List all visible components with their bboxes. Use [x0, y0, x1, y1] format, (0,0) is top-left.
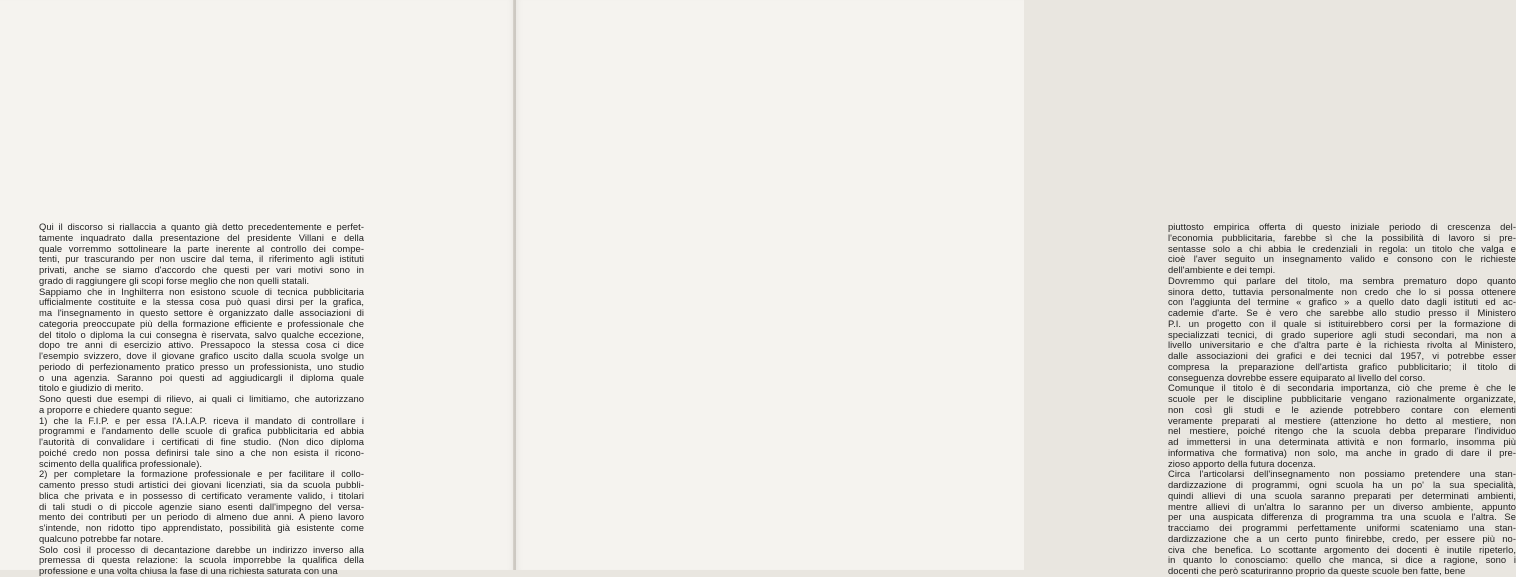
text-line: categoria preoccupate più della formazione efficiente e professionale che: [39, 317, 364, 329]
text-line: titolo e giudizio di merito.: [39, 382, 144, 394]
text-line: l'autorità di convalidare i certificati di fine studio. (Non dico diploma: [39, 436, 364, 447]
text-line: sinora detto, tuttavia personalmente non credo che lo si possa ottenere: [1168, 285, 1516, 297]
text-line: o una agenzia. Saranno poi questi ad aggiudicargli il diploma quale: [39, 371, 364, 383]
text-line: nel mestiere, poiché ritengo che la scuola debba preparare l'individuo: [1168, 425, 1516, 437]
text-line: premessa di questa relazione: la scuola imporrebbe la qualifica della: [39, 554, 364, 566]
text-line: Solo così il processo di decantazione darebbe un indirizzo inverso alla: [39, 543, 364, 555]
text-line: non così gli studi e le aziende potrebbero contare con elementi: [1168, 403, 1516, 415]
text-line: poiché credo non possa definirsi tale sino a che non esista il ricono-: [39, 446, 364, 458]
text-line: zioso apporto della futura docenza.: [1168, 457, 1316, 469]
text-line: a proporre e chiedere quanto segue:: [39, 403, 193, 415]
text-line: Sappiamo che in Inghilterra non esistono scuole di tecnica pubblicitaria: [39, 285, 364, 297]
text-line: per una auspicata differenza di programma tra una scuola e l'altra. Se: [1168, 511, 1516, 523]
text-line: conseguenza dovrebbe essere equiparato al livello del corso.: [1168, 371, 1426, 383]
text-line: 1) che la F.I.P. e per essa l'A.I.A.P. riceva il mandato di controllare i: [39, 414, 364, 426]
text-line: ma l'insegnamento in questo settore è organizzato dalle associazioni di: [39, 307, 364, 318]
text-line: sentasse solo a chi abbia le credenziali in regola: un titolo che valga e: [1168, 242, 1516, 254]
text-line: tracciamo dei programmi perfettamente uniformi scateniamo una stan-: [1168, 522, 1516, 533]
text-line: mento dei contributi per un periodo di almeno due anni. A pieno lavoro: [39, 511, 364, 523]
text-line: camento presso studi artistici dei giovani licenziati, sia da scuola pubbli-: [39, 479, 364, 490]
text-line: dell'ambiente e dei tempi.: [1168, 264, 1276, 275]
text-line: Dovremmo qui parlare del titolo, ma sembra prematuro dopo quanto: [1168, 274, 1516, 286]
text-line: professione e una volta chiusa la fase di una richiesta saturata con una: [39, 565, 338, 576]
text-line: livello universitario e che d'altra parte è la richiesta rivolta al Ministero,: [1168, 339, 1516, 351]
text-line: Qui il discorso si riallaccia a quanto già detto precedentemente e perfet-: [39, 221, 364, 232]
text-line: blica che privata e in possesso di certificato veramente valido, i titolari: [39, 489, 364, 501]
left-page: [0, 0, 514, 576]
text-line: mentre allievi di un'altra lo saranno per un diverso ambiente, appunto: [1168, 500, 1516, 512]
text-line: ad immettersi in una determinata attività e non formarlo, insomma più: [1168, 436, 1516, 447]
text-line: informativa che formativa) non solo, ma anche in grado di dare il pre-: [1168, 446, 1516, 458]
right-page-text-column: [1168, 222, 1516, 577]
text-line: in quanto lo conosciamo: quello che manca, si dice a ragione, sono i: [1168, 554, 1516, 566]
text-line: Sono questi due esempi di rilievo, ai quali ci limitiamo, che autorizzano: [39, 393, 364, 404]
text-line: 2) per completare la formazione professionale e per facilitare il collo-: [39, 468, 364, 480]
text-line: qualcuno potrebbe far notare.: [39, 532, 164, 544]
text-line: dardizzazione di programmi, ogni scuola ha un po' la sua specialità,: [1168, 479, 1516, 490]
text-line: del titolo o diploma la cui consegna è riservata, salvo qualche eccezione,: [39, 328, 364, 340]
text-line: veramente preparati al mestiere (attenzione ho detto al mestiere, non: [1168, 414, 1516, 426]
text-line: quale vorremmo sottolineare la parte inerente al controllo dei compe-: [39, 242, 364, 254]
text-line: civa che benefica. Lo scottante argomento dei docenti è inutile ripeterlo,: [1168, 543, 1516, 555]
text-line: quindi allievi di una scuola saranno preparati per determinati ambienti,: [1168, 489, 1516, 501]
text-line: tenti, pur trascurando per non uscire dal tema, il riferimento agli istituti: [39, 253, 364, 265]
text-line: piuttosto empirica offerta di questo iniziale periodo di crescenza del-: [1168, 221, 1516, 232]
text-line: ufficialmente costituite e la stessa cosa può quasi dirsi per la grafica,: [39, 296, 364, 308]
text-line: dopo tre anni di esercizio attivo. Pressapoco la stessa cosa ci dice: [39, 339, 364, 351]
text-line: scimento della qualifica professionale).: [39, 457, 203, 469]
text-line: scuole per le discipline pubblicitarie vengano razionalmente organizzate,: [1168, 393, 1516, 404]
text-line: tamente inquadrato dalla presentazione del presidente Villani e della: [39, 231, 364, 243]
text-line: Circa l'articolarsi dell'insegnamento non possiamo pretendere una stan-: [1168, 468, 1516, 480]
left-page-text-column: [39, 222, 364, 577]
text-line: programmi e l'andamento delle scuole di grafica pubblicitaria ed abbia: [39, 425, 364, 437]
text-line: con l'aggiunta del termine « grafico » a quello dato dagli istituti ed ac-: [1168, 296, 1516, 308]
text-line: privati, anche se siamo d'accordo che questi per vari motivi sono in: [39, 264, 364, 275]
text-line: cioè l'aver seguito un insegnamento valido e consono con le richieste: [1168, 253, 1516, 265]
text-line: dalle associazioni dei grafici e dei tecnici dal 1957, vi potrebbe esser: [1168, 350, 1516, 361]
text-line: grado di raggiungere gli scopi forse meglio che non quelli statali.: [39, 274, 310, 286]
text-line: docenti che però scaturiranno proprio da queste scuole ben fatte, bene: [1168, 565, 1466, 576]
text-line: l'economia pubblicitaria, farebbe sì che la possibilità di lavoro si pre-: [1168, 231, 1516, 243]
text-line: cademie d'arte. Se è vero che sarebbe allo studio presso il Ministero: [1168, 307, 1516, 318]
text-line: dardizzazione che a un certo punto finirebbe, credo, per essere più no-: [1168, 532, 1516, 544]
right-page: [516, 0, 1516, 576]
text-line: compresa la preparazione dell'artista grafico pubblicitario; il titolo di: [1168, 360, 1516, 372]
text-line: l'esempio svizzero, dove il giovane grafico uscito dalla scuola svolge un: [39, 350, 364, 361]
text-line: P.I. un progetto con il quale si istituirebbero corsi per la formazione di: [1168, 317, 1516, 329]
text-line: s'intende, non ridotto tipo apprendistato, possibilità già esistente come: [39, 522, 364, 533]
text-line: specializzati tecnici, di grado superiore agli studi secondari, ma non a: [1168, 328, 1516, 340]
text-line: periodo di perfezionamento pratico presso un professionista, uno studio: [39, 360, 364, 372]
text-line: Comunque il titolo è di secondaria importanza, ciò che preme è che le: [1168, 382, 1516, 394]
text-line: di tali studi o di piccole agenzie siano esenti dall'impegno del versa-: [39, 500, 364, 512]
